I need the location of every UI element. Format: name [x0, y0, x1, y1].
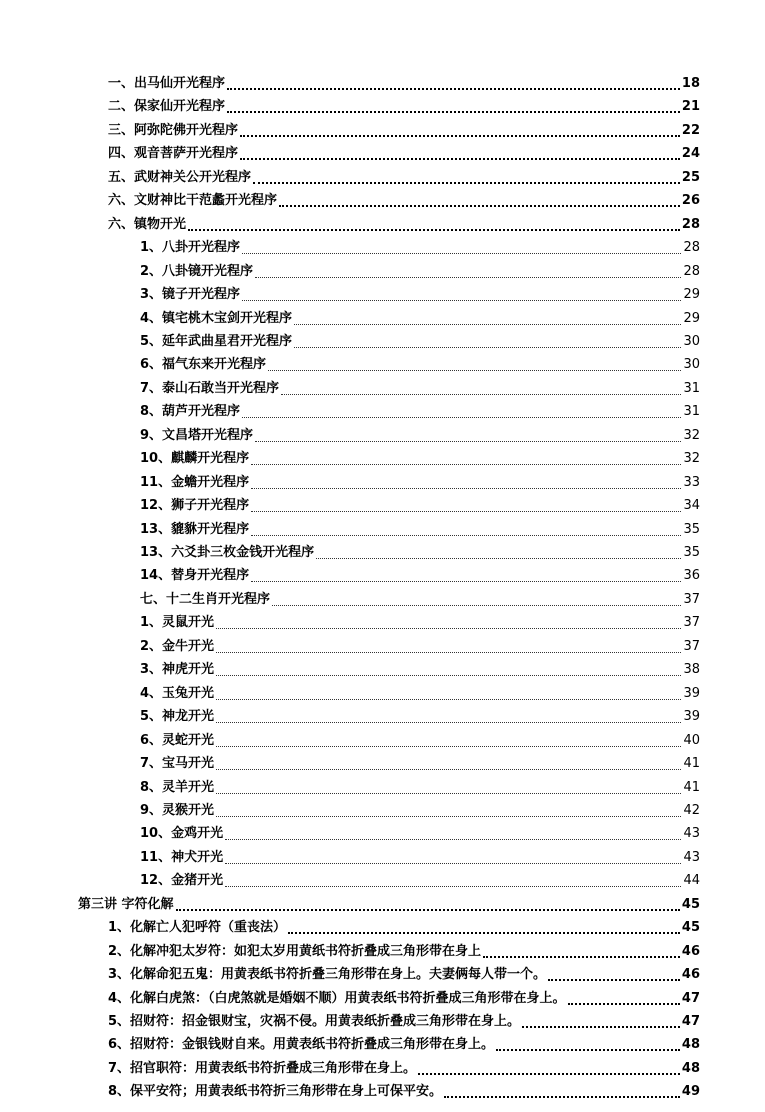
toc-entry[interactable] — [140, 563, 700, 585]
toc-entry[interactable] — [140, 681, 700, 703]
toc-leader-dots — [225, 862, 681, 864]
toc-leader-dots — [288, 931, 680, 934]
toc-entry-title: 四、观音菩萨开光程序 — [108, 146, 239, 162]
toc-page-number: 35 — [683, 545, 700, 560]
toc-entry[interactable] — [140, 259, 700, 281]
toc-entry[interactable] — [108, 212, 700, 234]
toc-page-number: 41 — [683, 779, 700, 795]
toc-page-number: 30 — [683, 333, 700, 349]
toc-entry[interactable] — [108, 188, 700, 210]
toc-entry-title: 6、招财符：金银钱财自来。用黄表纸书符折叠成三角形带在身上。 — [108, 1037, 495, 1053]
toc-entry-title: 5、招财符：招金银财宝，灾祸不侵。用黄表纸折叠成三角形带在身上。 — [108, 1014, 521, 1029]
toc-entry-title: 六、镇物开光 — [108, 216, 187, 232]
toc-entry[interactable] — [140, 306, 700, 328]
toc-entry[interactable] — [140, 775, 700, 797]
toc-leader-dots — [496, 1048, 680, 1051]
toc-entry-title: 六、文财神比干范蠡开光程序 — [108, 193, 278, 209]
toc-entry[interactable] — [140, 399, 700, 421]
toc-leader-dots — [216, 768, 681, 770]
toc-entry-title: 11、金蟾开光程序 — [140, 474, 250, 490]
toc-leader-dots — [216, 745, 681, 747]
toc-entry-title: 4、镇宅桃木宝剑开光程序 — [140, 310, 293, 326]
toc-entry-title: 10、麒麟开光程序 — [140, 451, 250, 467]
toc-leader-dots — [253, 181, 680, 184]
toc-entry-title: 1、化解亡人犯呼符（重丧法） — [108, 920, 287, 936]
toc-entry-title: 4、玉兔开光 — [140, 685, 215, 701]
toc-page-number: 21 — [681, 99, 700, 115]
toc-entry-title: 第三讲 字符化解 — [78, 896, 174, 912]
toc-entry[interactable] — [108, 1032, 700, 1054]
toc-page-number: 45 — [681, 896, 700, 912]
toc-leader-dots — [281, 393, 681, 395]
toc-page-number: 33 — [683, 474, 700, 490]
toc-entry-title: 5、延年武曲星君开光程序 — [140, 333, 293, 349]
toc-leader-dots — [227, 87, 680, 90]
toc-leader-dots — [418, 1072, 680, 1075]
toc-entry[interactable] — [140, 376, 700, 398]
toc-entry[interactable] — [140, 728, 700, 750]
toc-leader-dots — [294, 323, 681, 325]
toc-page-number: 18 — [681, 76, 700, 91]
toc-page-number: 46 — [681, 943, 700, 959]
toc-page-number: 39 — [683, 685, 700, 701]
toc-entry[interactable] — [140, 610, 700, 632]
toc-entry[interactable] — [108, 1009, 700, 1031]
toc-entry[interactable] — [140, 493, 700, 515]
toc-leader-dots — [316, 557, 681, 559]
toc-entry-title: 9、灵猴开光 — [140, 802, 215, 818]
toc-entry-title: 3、神虎开光 — [140, 662, 215, 678]
toc-entry-title: 1、八卦开光程序 — [140, 240, 241, 256]
toc-page-number: 47 — [681, 1014, 700, 1029]
toc-entry[interactable] — [140, 329, 700, 351]
toc-entry-title: 三、阿弥陀佛开光程序 — [108, 122, 239, 138]
toc-leader-dots — [240, 134, 680, 137]
toc-leader-dots — [294, 346, 681, 348]
toc-page-number: 24 — [681, 146, 700, 162]
toc-page-number: 31 — [683, 380, 700, 396]
toc-leader-dots — [242, 252, 681, 254]
toc-page-number: 38 — [683, 662, 700, 678]
toc-entry-title: 7、宝马开光 — [140, 756, 215, 772]
toc-entry[interactable] — [108, 94, 700, 116]
toc-page-number: 29 — [683, 310, 700, 326]
toc-leader-dots — [272, 604, 681, 606]
toc-page-number: 37 — [683, 615, 700, 631]
toc-entry-title: 10、金鸡开光 — [140, 826, 224, 842]
toc-page-number: 39 — [683, 709, 700, 725]
toc-leader-dots — [279, 204, 680, 207]
toc-entry-title: 7、泰山石敢当开光程序 — [140, 380, 280, 396]
toc-entry-title: 3、化解命犯五鬼：用黄表纸书符折叠三角形带在身上。夫妻俩每人带一个。 — [108, 967, 547, 983]
toc-entry[interactable] — [140, 634, 700, 656]
toc-entry[interactable] — [140, 821, 700, 843]
toc-leader-dots — [216, 674, 681, 676]
toc-leader-dots — [568, 1002, 680, 1005]
toc-entry-title: 8、灵羊开光 — [140, 779, 215, 795]
toc-entry-title: 8、葫芦开光程序 — [140, 404, 241, 420]
toc-entry[interactable] — [140, 423, 700, 445]
toc-entry[interactable] — [140, 798, 700, 820]
toc-page-number: 34 — [683, 498, 700, 514]
toc-entry-title: 二、保家仙开光程序 — [108, 99, 226, 115]
toc-leader-dots — [216, 698, 681, 700]
toc-page-number: 43 — [683, 826, 700, 842]
toc-entry-title: 五、武财神关公开光程序 — [108, 169, 252, 185]
toc-leader-dots — [216, 815, 681, 817]
toc-entry[interactable] — [140, 352, 700, 374]
toc-entry-title: 12、金猪开光 — [140, 873, 224, 889]
toc-entry[interactable] — [140, 282, 700, 304]
toc-page-number: 48 — [681, 1037, 700, 1053]
toc-leader-dots — [251, 487, 681, 489]
toc-page-number: 30 — [683, 357, 700, 373]
toc-leader-dots — [216, 721, 681, 723]
toc-entry-title: 6、灵蛇开光 — [140, 732, 215, 748]
toc-page-number: 36 — [683, 568, 700, 584]
toc-entry-title: 5、神龙开光 — [140, 709, 215, 725]
toc-leader-dots — [225, 838, 681, 840]
toc-leader-dots — [483, 955, 680, 958]
toc-leader-dots — [251, 463, 681, 465]
toc-leader-dots — [242, 299, 681, 301]
toc-page-number: 29 — [683, 287, 700, 303]
toc-leader-dots — [240, 157, 680, 160]
toc-entry-title: 4、化解白虎煞：（白虎煞就是婚姻不顺）用黄表纸书符折叠成三角形带在身上。 — [108, 990, 566, 1006]
toc-entry-title: 七、十二生肖开光程序 — [140, 591, 271, 607]
toc-entry[interactable] — [108, 915, 700, 937]
toc-entry-title: 3、镜子开光程序 — [140, 287, 241, 303]
toc-page-number: 32 — [683, 427, 700, 443]
toc-entry[interactable] — [140, 868, 700, 890]
toc-leader-dots — [251, 510, 681, 512]
toc-entry[interactable] — [140, 235, 700, 257]
toc-page-number: 42 — [683, 802, 700, 818]
toc-entry-title: 1、灵鼠开光 — [140, 615, 215, 631]
toc-entry-title: 7、招官职符：用黄表纸书符折叠成三角形带在身上。 — [108, 1060, 417, 1076]
toc-page-number: 25 — [681, 169, 700, 185]
toc-entry-title: 13、六爻卦三枚金钱开光程序 — [140, 545, 315, 560]
toc-page-number: 40 — [683, 732, 700, 748]
toc-entry[interactable] — [140, 540, 700, 562]
toc-entry-title: 8、保平安符；用黄表纸书符折三角形带在身上可保平安。 — [108, 1084, 443, 1100]
toc-page-number: 32 — [683, 451, 700, 467]
toc-entry[interactable] — [140, 587, 700, 609]
toc-page-number: 26 — [681, 193, 700, 209]
toc-entry-title: 一、出马仙开光程序 — [108, 76, 226, 91]
toc-entry[interactable] — [108, 986, 700, 1008]
toc-leader-dots — [522, 1025, 680, 1028]
toc-entry-title: 13、貔貅开光程序 — [140, 521, 250, 537]
toc-leader-dots — [251, 534, 681, 536]
toc-entry[interactable] — [108, 1056, 700, 1078]
toc-page-number: 22 — [681, 122, 700, 138]
toc-leader-dots — [444, 1095, 680, 1098]
toc-entry[interactable] — [140, 657, 700, 679]
toc-leader-dots — [268, 369, 681, 371]
toc-entry[interactable] — [140, 470, 700, 492]
toc-entry[interactable] — [108, 118, 700, 140]
toc-page-number: 41 — [683, 756, 700, 772]
toc-entry-title: 6、福气东来开光程序 — [140, 357, 267, 373]
toc-page-number: 28 — [683, 263, 700, 279]
toc-page-number: 44 — [683, 873, 700, 889]
toc-entry-title: 2、金牛开光 — [140, 638, 215, 654]
toc-entry-title: 12、狮子开光程序 — [140, 498, 250, 514]
toc-page-number: 35 — [683, 521, 700, 537]
toc-page-number: 28 — [681, 216, 700, 232]
toc-entry[interactable] — [108, 141, 700, 163]
toc-page-number: 48 — [681, 1060, 700, 1076]
toc-entry-title: 2、八卦镜开光程序 — [140, 263, 254, 279]
toc-leader-dots — [255, 276, 681, 278]
toc-page-number: 37 — [683, 638, 700, 654]
toc-leader-dots — [216, 627, 681, 629]
toc-leader-dots — [216, 651, 681, 653]
toc-page-number: 47 — [681, 990, 700, 1006]
toc-entry[interactable] — [140, 704, 700, 726]
toc-leader-dots — [251, 580, 681, 582]
toc-page-number: 45 — [681, 920, 700, 936]
toc-page-number: 31 — [683, 404, 700, 420]
toc-entry-title: 11、神犬开光 — [140, 849, 224, 865]
toc-leader-dots — [548, 978, 680, 981]
toc-entry[interactable] — [108, 939, 700, 961]
toc-leader-dots — [242, 416, 681, 418]
toc-leader-dots — [227, 110, 680, 113]
toc-entry[interactable] — [140, 446, 700, 468]
toc-page-number: 37 — [683, 591, 700, 607]
toc-page-number: 28 — [683, 240, 700, 256]
toc-leader-dots — [216, 792, 681, 794]
toc-entry[interactable] — [108, 962, 700, 984]
toc-entry[interactable] — [78, 892, 700, 914]
toc-page-number: 43 — [683, 849, 700, 865]
toc-entry[interactable] — [108, 165, 700, 187]
toc-entry[interactable] — [108, 1079, 700, 1101]
toc-entry[interactable] — [140, 845, 700, 867]
toc-entry[interactable] — [140, 517, 700, 539]
toc-entry[interactable] — [108, 71, 700, 93]
toc-entry[interactable] — [140, 751, 700, 773]
toc-entry-title: 14、替身开光程序 — [140, 568, 250, 584]
toc-page-number: 49 — [681, 1084, 700, 1100]
toc-leader-dots — [176, 908, 680, 911]
toc-entry-title: 9、文昌塔开光程序 — [140, 427, 254, 443]
toc-leader-dots — [225, 885, 681, 887]
toc-leader-dots — [255, 440, 681, 442]
toc-entry-title: 2、化解冲犯太岁符：如犯太岁用黄纸书符折叠成三角形带在身上 — [108, 943, 482, 959]
toc-page-number: 46 — [681, 967, 700, 983]
toc-leader-dots — [188, 228, 680, 231]
